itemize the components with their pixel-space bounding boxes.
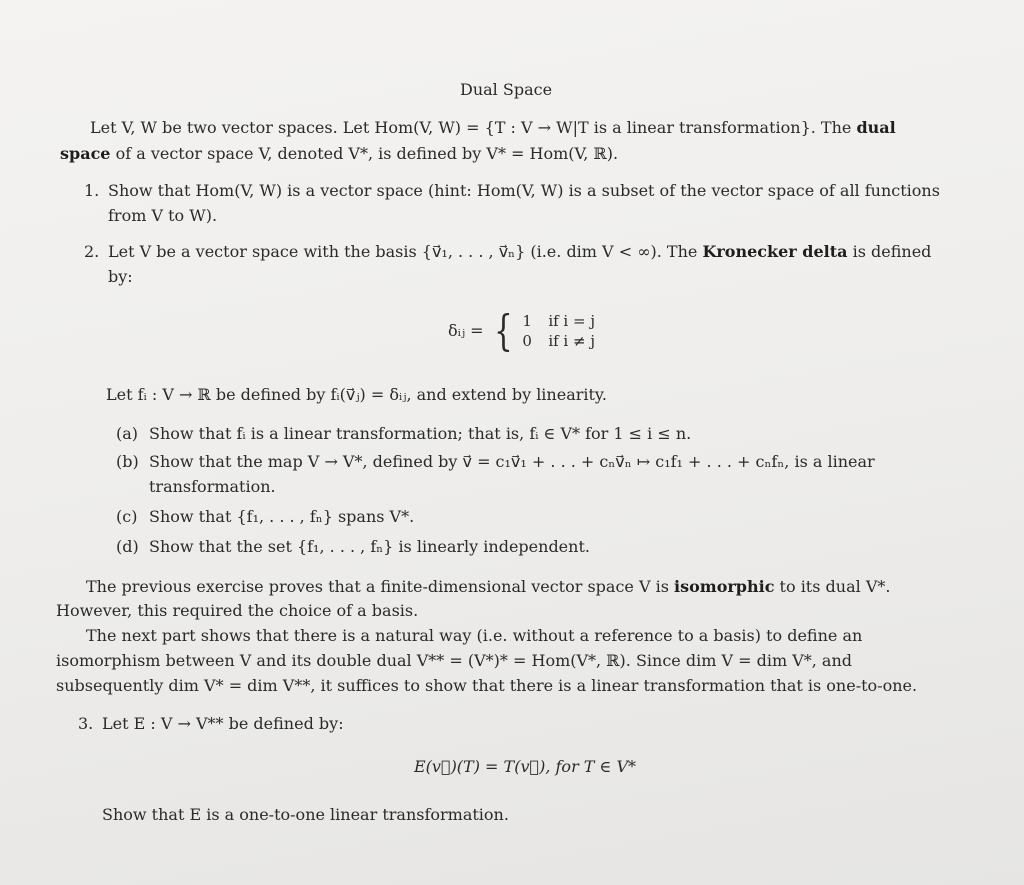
para-2-line-3: subsequently dim V* = dim V**, it suffices to show that there is a linear transformation that is one-to-one.	[56, 676, 918, 695]
case-row-1	[522, 312, 595, 330]
item-2-text-end: is defined	[847, 242, 932, 261]
item-2-text: Let V be a vector space with the basis {v⃗₁, . . . , v⃗ₙ} (i.e. dim V < ∞). The	[108, 242, 703, 261]
case-row-2	[522, 332, 595, 350]
case-rows	[522, 312, 595, 350]
item-1-number: 1.	[84, 181, 100, 200]
left-brace: {	[493, 306, 513, 355]
part-b-line-2: transformation.	[149, 477, 276, 496]
e-definition-formula: E(v⃗)(T) = T(v⃗), for T ∈ V*	[414, 757, 637, 776]
para-1-line-1	[86, 577, 890, 596]
define-f-line: Let fᵢ : V → ℝ be defined by fᵢ(v⃗ⱼ) = δᵢⱼ, and extend by linearity.	[106, 385, 607, 404]
part-d-label: (d)	[116, 537, 139, 556]
intro-text-2: of a vector space V, denoted V*, is defined by V* = Hom(V, ℝ).	[110, 144, 619, 163]
part-b-line-1: Show that the map V → V*, defined by v⃗ = c₁v⃗₁ + . . . + cₙv⃗ₙ ↦ c₁f₁ + . . . + cₙfₙ, is a linear	[149, 452, 875, 471]
part-d-line-1: Show that the set {f₁, . . . , fₙ} is linearly independent.	[149, 537, 590, 556]
case-1-value: 1	[522, 312, 532, 330]
item-1-line-1: Show that Hom(V, W) is a vector space (hint: Hom(V, W) is a subset of the vector space of all functions	[108, 181, 940, 200]
part-a-line-1: Show that fᵢ is a linear transformation; that is, fᵢ ∈ V* for 1 ≤ i ≤ n.	[149, 424, 692, 443]
kronecker-delta-equation	[448, 306, 595, 355]
para-1-text-end: to its dual V*.	[774, 577, 891, 596]
case-1-condition: if i = j	[548, 312, 595, 330]
item-3-number: 3.	[78, 714, 94, 733]
part-a-label: (a)	[116, 424, 139, 443]
para-2-line-2: isomorphism between V and its double dual V** = (V*)* = Hom(V*, ℝ). Since dim V = dim V*, and	[56, 651, 853, 670]
case-2-value: 0	[522, 332, 532, 350]
item-3-line-1: Let E : V → V** be defined by:	[102, 714, 344, 733]
kronecker-term: Kronecker delta	[702, 242, 848, 261]
dual-term: dual	[856, 118, 896, 137]
item-3-closing: Show that E is a one-to-one linear transformation.	[102, 805, 509, 824]
part-c-label: (c)	[116, 507, 138, 526]
case-2-condition: if i ≠ j	[548, 332, 595, 350]
para-1-text: The previous exercise proves that a finite-dimensional vector space V is	[86, 577, 675, 596]
para-1-line-2: However, this required the choice of a basis.	[56, 601, 419, 620]
item-2-number: 2.	[84, 242, 100, 261]
page-title: Dual Space	[460, 80, 553, 99]
space-term: space	[60, 144, 111, 163]
intro-line-2	[60, 144, 618, 163]
item-2-line-2: by:	[108, 267, 133, 286]
item-1-line-2: from V to W).	[108, 206, 218, 225]
item-2-line-1	[108, 242, 931, 261]
intro-line-1	[90, 118, 896, 137]
delta-lhs: δᵢⱼ =	[448, 321, 484, 341]
intro-text: Let V, W be two vector spaces. Let Hom(V, W) = {T : V → W|T is a linear transformation}. The	[90, 118, 857, 137]
isomorphic-term: isomorphic	[674, 577, 775, 596]
part-c-line-1: Show that {f₁, . . . , fₙ} spans V*.	[149, 507, 415, 526]
part-b-label: (b)	[116, 452, 139, 471]
cases-block	[448, 306, 595, 355]
para-2-line-1: The next part shows that there is a natural way (i.e. without a reference to a basis) to define an	[86, 626, 863, 645]
